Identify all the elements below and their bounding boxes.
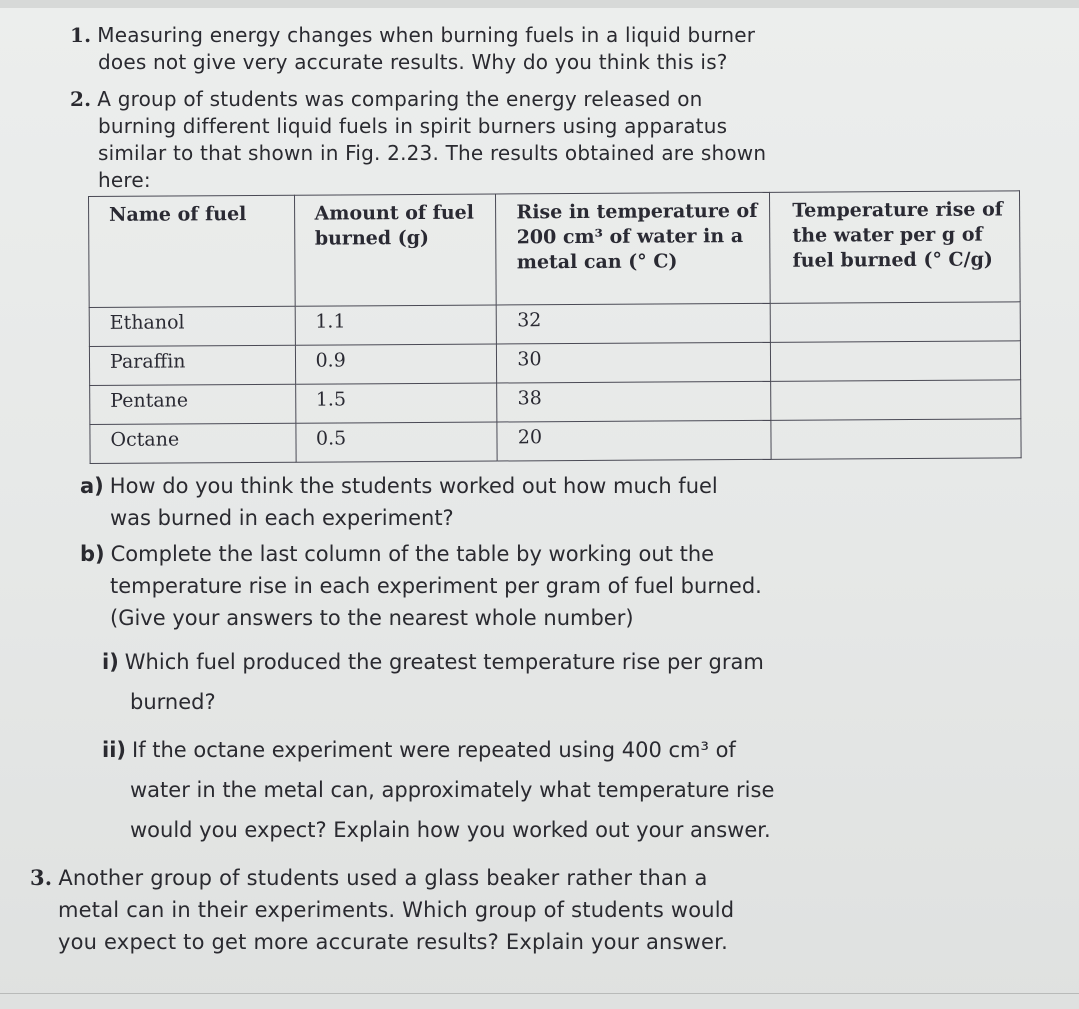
table-header-row — [89, 191, 1021, 308]
cell-amount: 0.9 — [295, 344, 497, 384]
part-i — [102, 642, 872, 722]
header-amount-burned: Amount of fuel burned (g) — [294, 194, 497, 306]
question-1-line-1: Measuring energy changes when burning fuels in a liquid burner — [97, 23, 756, 47]
question-3-line-1: Another group of students used a glass beaker rather than a — [58, 866, 708, 890]
part-ii-line-1: If the octane experiment were repeated using 400 cm³ of — [132, 738, 736, 762]
question-3-number: 3. — [30, 865, 53, 890]
question-2-line-3: similar to that shown in Fig. 2.23. The results obtained are shown — [98, 141, 767, 165]
cell-rise: 32 — [497, 303, 771, 344]
part-a — [80, 470, 870, 534]
question-3-line-3: you expect to get more accurate results? Explain your answer. — [58, 930, 728, 954]
table-row — [89, 341, 1020, 386]
part-i-line-2: burned? — [130, 690, 216, 714]
question-3 — [30, 862, 860, 958]
header-temperature-rise: Rise in temperature of 200 cm³ of water in a metal can (° C) — [496, 192, 770, 305]
cell-amount: 1.1 — [295, 305, 497, 345]
question-1 — [70, 22, 870, 76]
question-3-line-2: metal can in their experiments. Which group of students would — [58, 898, 735, 922]
cell-fuel: Paraffin — [89, 345, 295, 385]
part-b-line-2: temperature rise in each experiment per gram of fuel burned. — [110, 574, 762, 598]
question-1-line-2: does not give very accurate results. Why do you think this is? — [98, 50, 728, 74]
part-b-line-3: (Give your answers to the nearest whole number) — [110, 606, 634, 630]
part-ii-line-3: would you expect? Explain how you worked out your answer. — [130, 818, 771, 842]
page-top-edge — [0, 0, 1079, 8]
part-b — [80, 538, 870, 634]
question-2 — [70, 86, 870, 194]
header-rise-per-gram: Temperature rise of the water per g of fuel burned (° C/g) — [770, 191, 1020, 304]
cell-amount: 1.5 — [295, 383, 497, 423]
part-a-line-1: How do you think the students worked out how much fuel — [109, 474, 718, 498]
part-ii — [102, 730, 872, 850]
question-2-line-1: A group of students was comparing the energy released on — [97, 87, 703, 111]
header-fuel-name: Name of fuel — [89, 195, 295, 307]
cell-per-gram — [771, 380, 1021, 421]
part-i-label: i) — [102, 650, 119, 674]
results-table — [88, 190, 1022, 464]
cell-fuel: Octane — [90, 423, 296, 463]
part-ii-label: ii) — [102, 738, 126, 762]
part-b-label: b) — [80, 542, 105, 566]
cell-per-gram — [770, 302, 1020, 343]
part-ii-line-2: water in the metal can, approximately what temperature rise — [130, 778, 775, 802]
cell-per-gram — [771, 341, 1021, 382]
part-i-line-1: Which fuel produced the greatest temperature rise per gram — [124, 650, 764, 674]
part-b-line-1: Complete the last column of the table by working out the — [110, 542, 715, 566]
cell-fuel: Ethanol — [89, 306, 295, 346]
table-row — [90, 380, 1021, 425]
cell-rise: 20 — [497, 420, 771, 461]
question-1-number: 1. — [70, 23, 92, 47]
part-a-label: a) — [80, 474, 104, 498]
cell-rise: 30 — [497, 342, 771, 383]
cell-fuel: Pentane — [90, 384, 296, 424]
table-row — [89, 302, 1020, 347]
cell-per-gram — [771, 419, 1021, 460]
question-2-number: 2. — [70, 87, 92, 111]
question-2-line-2: burning different liquid fuels in spirit burners using apparatus — [98, 114, 728, 138]
part-a-line-2: was burned in each experiment? — [110, 506, 454, 530]
cell-amount: 0.5 — [295, 422, 497, 462]
page-bottom-rule — [0, 993, 1079, 994]
table-row — [90, 419, 1021, 464]
cell-rise: 38 — [497, 381, 771, 422]
question-2-line-4: here: — [98, 168, 151, 192]
